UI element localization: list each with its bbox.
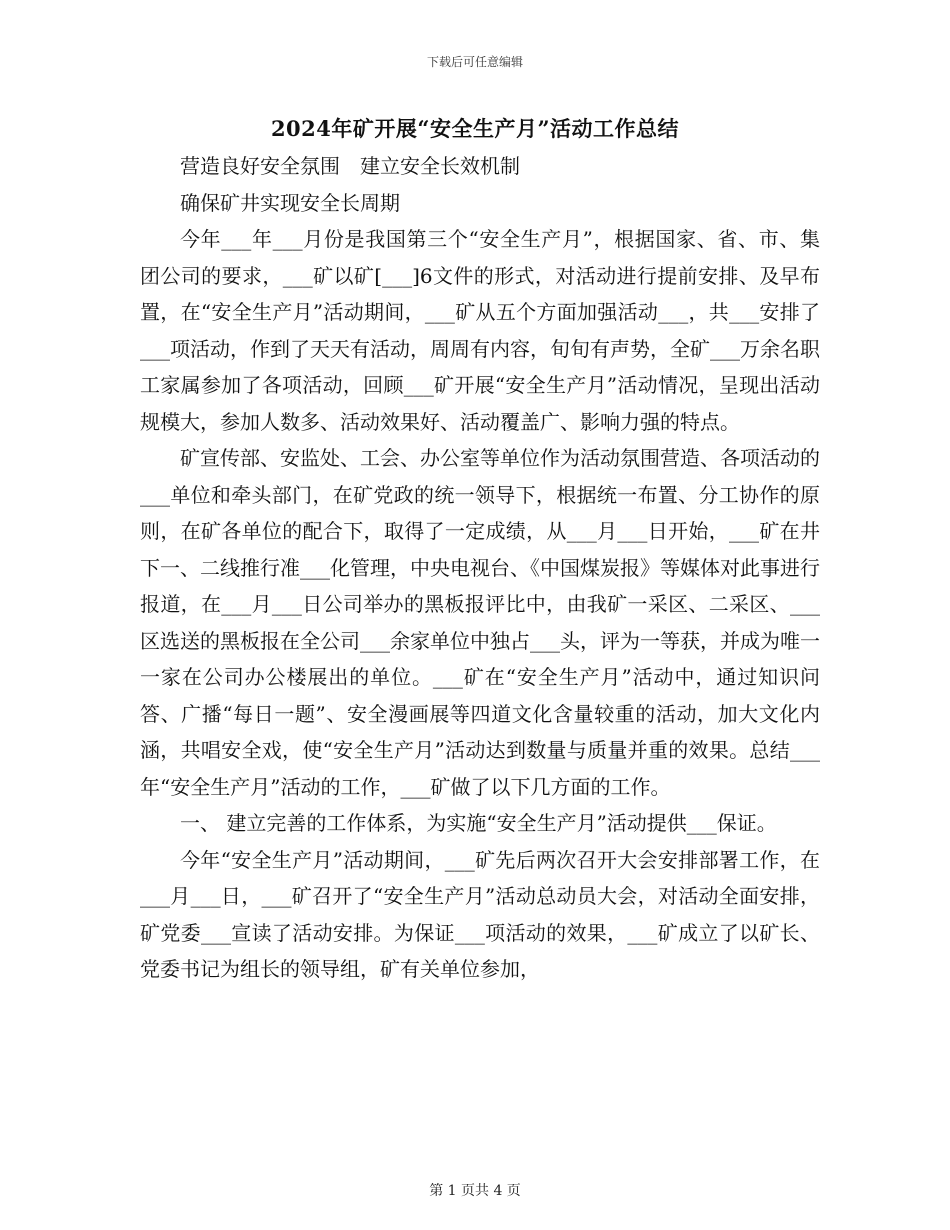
document-title: 2024年矿开展“安全生产月”活动工作总结 bbox=[270, 116, 680, 141]
paragraph-3: 今年“安全生产月”活动期间，___矿先后两次召开大会安排部署工作，在___月___日，___矿召开了“安全生产月”活动总动员大会，对活动全面安排，矿党委___宣读了活动安排。为保证___项活动的效果，___矿成立了以矿长、党委书记为组长的领导组，矿有关单位参加， bbox=[140, 847, 820, 981]
document-body bbox=[140, 148, 820, 988]
subtitle-line-2: 确保矿井实现安全长周期 bbox=[180, 190, 400, 215]
page-header-note: 下载后可任意编辑 bbox=[426, 55, 523, 69]
paragraph-1: 今年___年___月份是我国第三个“安全生产月”，根据国家、省、市、集团公司的要求，___矿以矿[___]6文件的形式，对活动进行提前安排、及早布置，在“安全生产月”活动期间，___矿从五个方面加强活动___，共___安排了___项活动，作到了天天有活动，周周有内容，旬旬有声势，全矿___万余名职工家属参加了各项活动，回顾___矿开展“安全生产月”活动情况，呈现出活动规模大，参加人数多、活动效果好、活动覆盖广、影响力强的特点。 bbox=[140, 227, 820, 434]
section-heading-1: 一、 建立完善的工作体系，为实施“安全生产月”活动提供___保证。 bbox=[180, 811, 777, 835]
subtitle-line-1: 营造良好安全氛围 建立安全长效机制 bbox=[180, 154, 520, 178]
paragraph-2: 矿宣传部、安监处、工会、办公室等单位作为活动氛围营造、各项活动的___单位和牵头部门，在矿党政的统一领导下，根据统一布置、分工协作的原则，在矿各单位的配合下，取得了一定成绩，从___月___日开始，___矿在井下一、二线推行准___化管理，中央电视台、《中国煤炭报》等媒体对此事进行报道，在___月___日公司举办的黑板报评比中，由我矿一采区、二采区、___区选送的黑板报在全公司___余家单位中独占___头，评为一等获，并成为唯一一家在公司办公楼展出的单位。___矿在“安全生产月”活动中，通过知识问答、广播“每日一题”、安全漫画展等四道文化含量较重的活动，加大文化内涵，共唱安全戏，使“安全生产月”活动达到数量与质量并重的效果。总结___年“安全生产月”活动的工作，___矿做了以下几方面的工作。 bbox=[140, 446, 820, 799]
page-number: 第 1 页共 4 页 bbox=[429, 1183, 521, 1199]
